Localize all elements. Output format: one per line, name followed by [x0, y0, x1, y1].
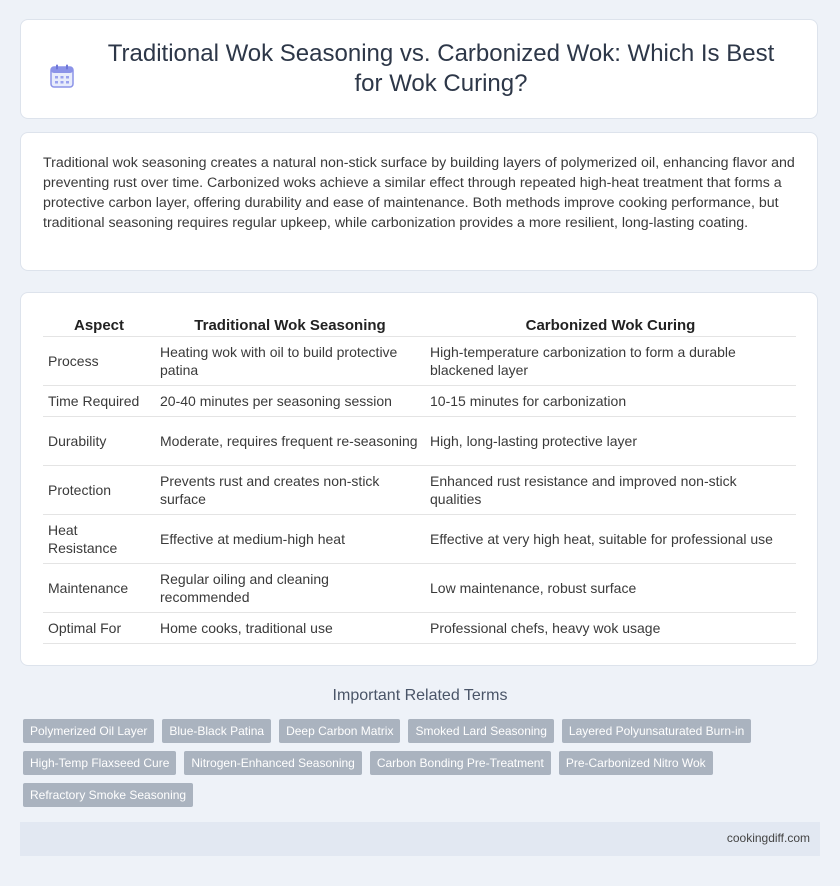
header-aspect: Aspect: [43, 313, 155, 337]
intro-card: [20, 132, 818, 271]
cell-carbonized: High, long-lasting protective layer: [425, 417, 796, 466]
cell-traditional: Moderate, requires frequent re-seasoning: [155, 417, 425, 466]
cell-traditional: Regular oiling and cleaning recommended: [155, 564, 425, 613]
cell-carbonized: Low maintenance, robust surface: [425, 564, 796, 613]
cell-traditional: Heating wok with oil to build protective patina: [155, 337, 425, 386]
cell-carbonized: Enhanced rust resistance and improved non-stick qualities: [425, 466, 796, 515]
cell-aspect: Process: [43, 337, 155, 386]
term-tag[interactable]: High-Temp Flaxseed Cure: [23, 751, 176, 775]
footer: [20, 822, 820, 856]
term-tag[interactable]: Refractory Smoke Seasoning: [23, 783, 193, 807]
cell-aspect: Protection: [43, 466, 155, 515]
cell-carbonized: 10-15 minutes for carbonization: [425, 386, 796, 417]
intro-text: Traditional wok seasoning creates a natural non-stick surface by building layers of polymerized oil, enhancing flavor and preventing rust over time. Carbonized woks achieve a similar effect through repeated high-heat treatment that forms a protective carbon layer, offering durability and ease of maintenance. Both methods improve cooking performance, but traditional seasoning requires regular upkeep, while carbonization provides a more resilient, long-lasting coating.: [43, 155, 795, 231]
term-tag[interactable]: Polymerized Oil Layer: [23, 719, 154, 743]
header-card: [20, 19, 818, 119]
term-tag[interactable]: Blue-Black Patina: [162, 719, 271, 743]
cell-carbonized: High-temperature carbonization to form a durable blackened layer: [425, 337, 796, 386]
table-row: [43, 386, 796, 417]
related-terms-list: [23, 719, 813, 807]
cell-traditional: Effective at medium-high heat: [155, 515, 425, 564]
table-row: [43, 417, 796, 466]
table-row: [43, 337, 796, 386]
cell-traditional: 20-40 minutes per seasoning session: [155, 386, 425, 417]
comparison-table: [43, 313, 796, 644]
cell-traditional: Prevents rust and creates non-stick surface: [155, 466, 425, 515]
calendar-icon: [49, 63, 75, 89]
comparison-table-card: [20, 292, 818, 666]
footer-site[interactable]: cookingdiff.com: [726, 831, 810, 845]
term-tag[interactable]: Layered Polyunsaturated Burn-in: [562, 719, 751, 743]
cell-traditional: Home cooks, traditional use: [155, 613, 425, 644]
term-tag[interactable]: Carbon Bonding Pre-Treatment: [370, 751, 551, 775]
cell-carbonized: Professional chefs, heavy wok usage: [425, 613, 796, 644]
cell-aspect: Maintenance: [43, 564, 155, 613]
cell-aspect: Heat Resistance: [43, 515, 155, 564]
table-row: [43, 564, 796, 613]
table-row: [43, 613, 796, 644]
term-tag[interactable]: Nitrogen-Enhanced Seasoning: [184, 751, 361, 775]
cell-aspect: Optimal For: [43, 613, 155, 644]
table-row: [43, 466, 796, 515]
header-carbonized: Carbonized Wok Curing: [425, 313, 796, 337]
cell-aspect: Durability: [43, 417, 155, 466]
term-tag[interactable]: Smoked Lard Seasoning: [408, 719, 553, 743]
table-row: [43, 515, 796, 564]
term-tag[interactable]: Deep Carbon Matrix: [279, 719, 400, 743]
term-tag[interactable]: Pre-Carbonized Nitro Wok: [559, 751, 713, 775]
cell-carbonized: Effective at very high heat, suitable for professional use: [425, 515, 796, 564]
table-header-row: [43, 313, 796, 337]
cell-aspect: Time Required: [43, 386, 155, 417]
related-terms-title: Important Related Terms: [332, 687, 508, 704]
header-traditional: Traditional Wok Seasoning: [155, 313, 425, 337]
page-title: Traditional Wok Seasoning vs. Carbonized Wok: Which Is Best for Wok Curing?: [107, 40, 775, 97]
